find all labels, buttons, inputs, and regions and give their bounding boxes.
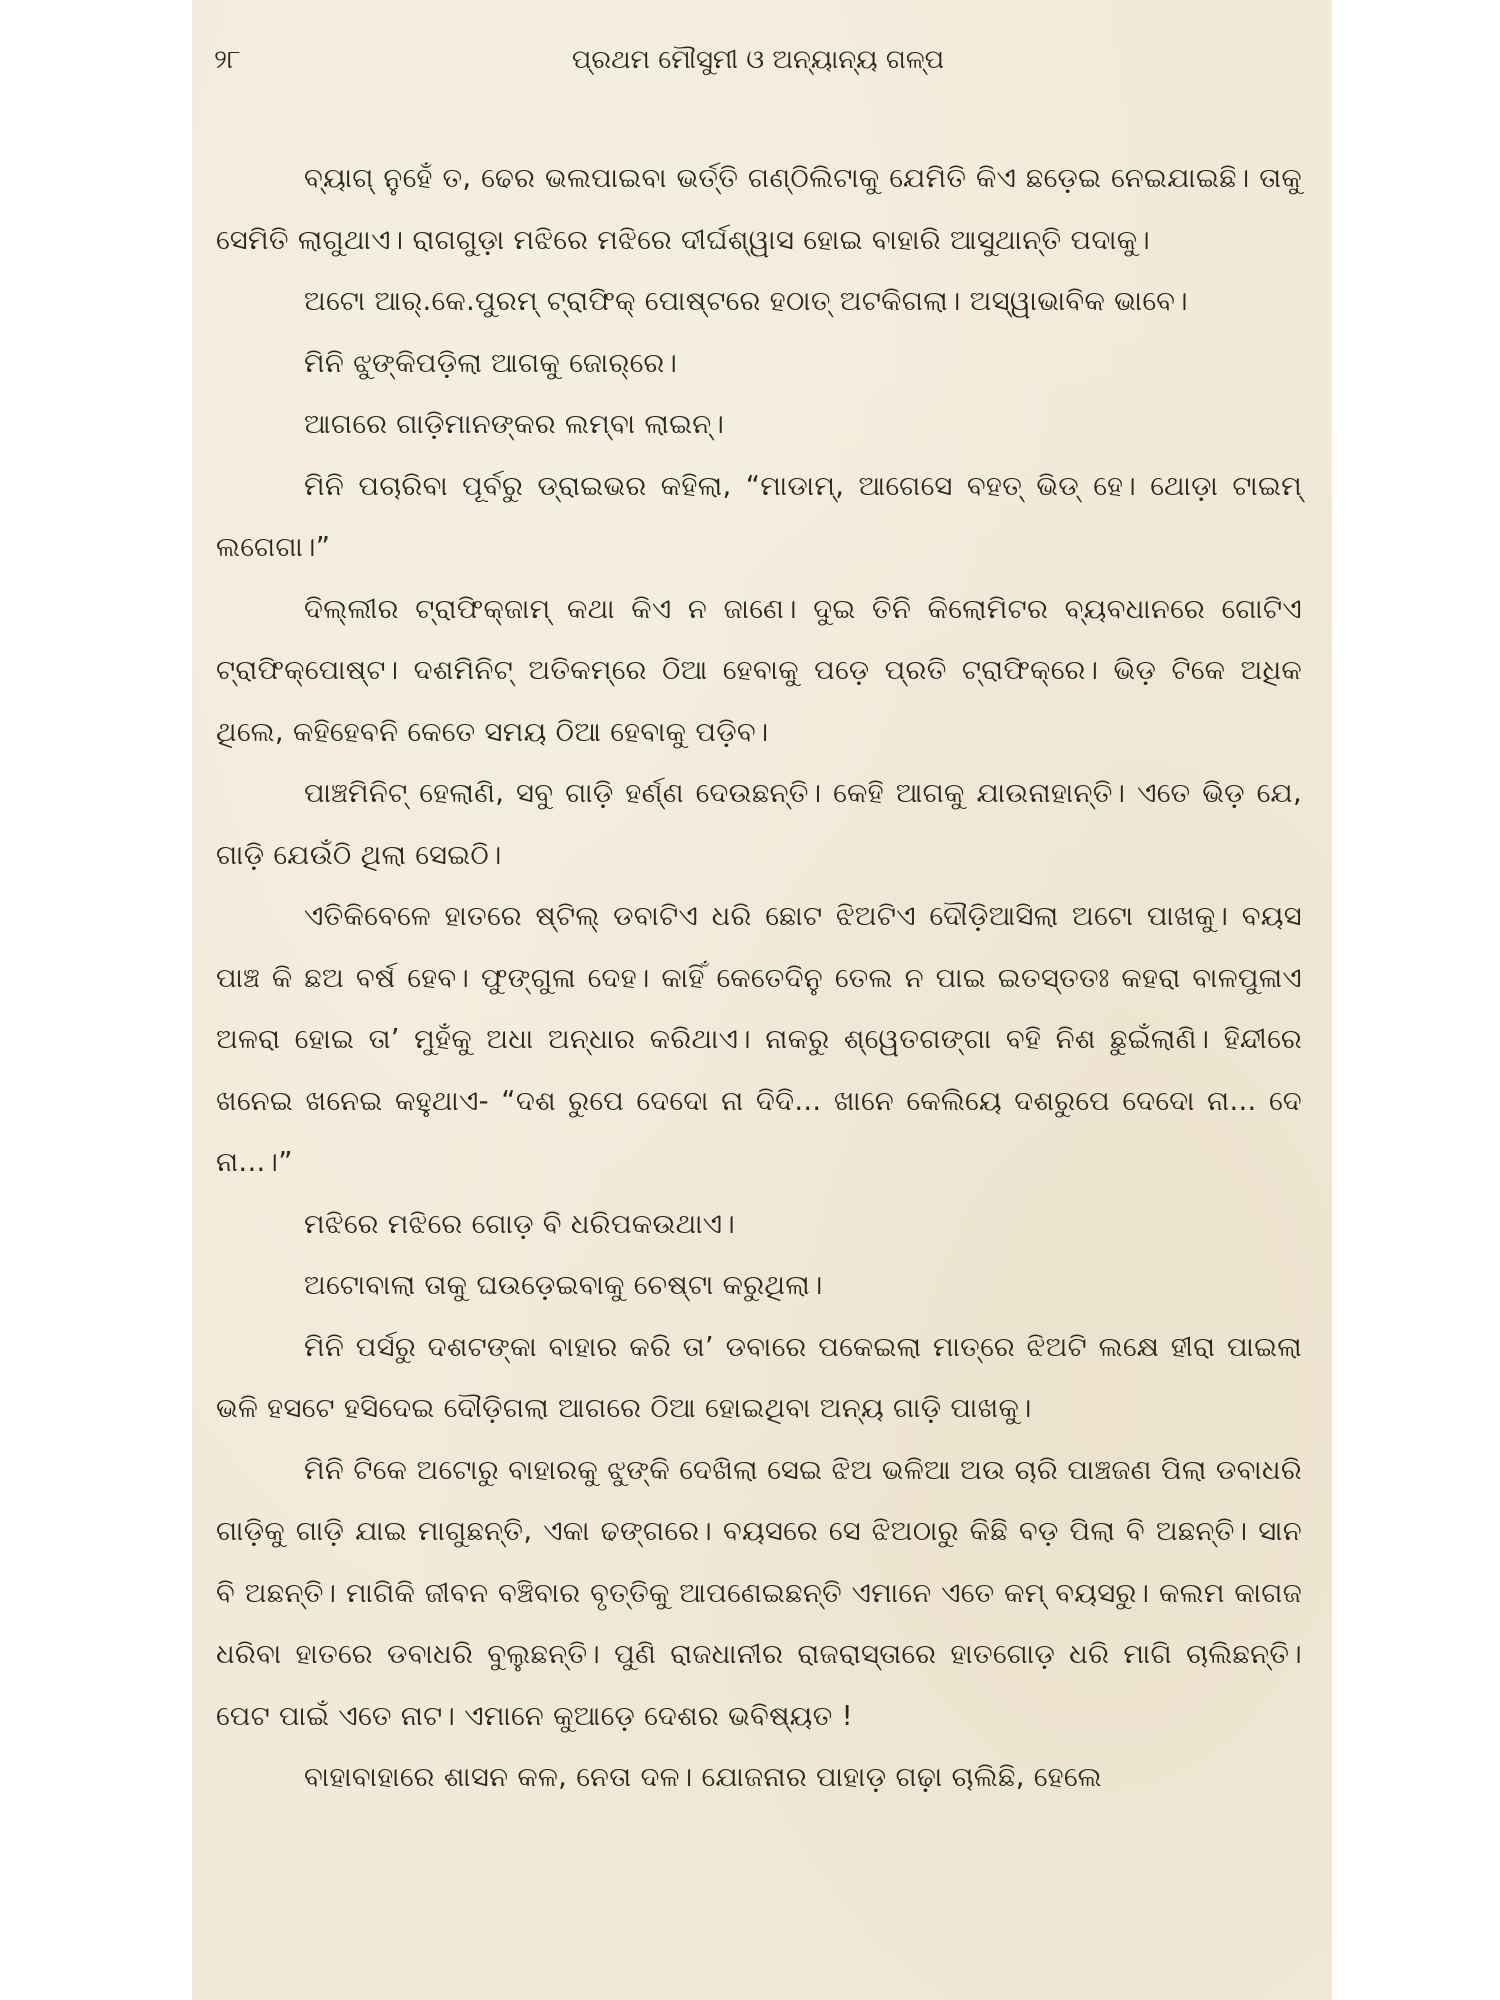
page-number: ୨୮ (214, 45, 241, 75)
paragraph: ଦିଲ୍ଲୀର ଟ୍ରାଫିକ୍‌ଜାମ୍ କଥା କିଏ ନ ଜାଣେ। ଦୁଇ ତିନି କିଲୋମିଟର ବ୍ୟବଧାନରେ ଗୋଟିଏ ଟ୍ରାଫିକ୍‌ପୋଷ୍ଟ। ଦଶମିନିଟ୍ ଅତିକମ୍‌ରେ ଠିଆ ହେବାକୁ ପଡ଼େ ପ୍ରତି ଟ୍ରାଫିକ୍‌ରେ। ଭିଡ଼ ଟିକେ ଅଧିକ ଥିଲେ, କହିହେବନି କେତେ ସମୟ ଠିଆ ହେବାକୁ ପଡ଼ିବ। (216, 592, 1302, 748)
running-header (214, 38, 1302, 82)
paragraph: ଏତିକିବେଳେ ହାତରେ ଷ୍ଟିଲ୍ ଡବାଟିଏ ଧରି ଛୋଟ ଝିଅଟିଏ ଦୌଡ଼ିଆସିଲା ଅଟୋ ପାଖକୁ। ବୟସ ପାଞ୍ଚ କି ଛଅ ବର୍ଷ ହେବ। ଫୁଙ୍ଗୁଳା ଦେହ। କାହିଁ କେତେଦିନୁ ତେଲ ନ ପାଇ ଇତସ୍ତତଃ କହରା ବାଳପୁଳାଏ ଅଳରା ହୋଇ ତା’ ମୁହଁକୁ ଅଧା ଅନ୍ଧାର କରିଥାଏ। ନାକରୁ ଶ୍ୱେତଗଙ୍ଗା ବହି ନିଶ ଛୁଇଁଲାଣି। ହିନ୍ଦୀରେ ଖନେଇ ଖନେଇ କହୁଥାଏ- “ଦଶ ରୁପେ ଦେଦୋ ନା ଦିଦି... ଖାନେ କେଲିୟେ ଦଶରୁପେ ଦେଦୋ ନା... ଦେ ନା...।” (216, 900, 1302, 1178)
paragraph: ଅଟୋ ଆର୍.କେ.ପୁରମ୍ ଟ୍ରାଫିକ୍ ପୋଷ୍ଟରେ ହଠାତ୍ ଅଟକିଗଲା। ଅସ୍ୱାଭାବିକ ଭାବେ। (304, 285, 1188, 317)
paragraph: ମିନି ଟିକେ ଅଟୋରୁ ବାହାରକୁ ଝୁଙ୍କି ଦେଖିଲା ସେଇ ଝିଅ ଭଳିଆ ଅଉ ଚାରି ପାଞ୍ଚଜଣ ପିଲା ଡବାଧରି ଗାଡ଼ିକୁ ଗାଡ଼ି ଯାଇ ମାଗୁଛନ୍ତି, ଏକା ଢଙ୍ଗରେ। ବୟସରେ ସେ ଝିଅଠାରୁ କିଛି ବଡ଼ ପିଲା ବି ଅଛନ୍ତି। ସାନ ବି ଅଛନ୍ତି। ମାଗିକି ଜୀବନ ବଞ୍ଚିବାର ବୃତ୍ତିକୁ ଆପଣେଇଛନ୍ତି ଏମାନେ ଏତେ କମ୍ ବୟସରୁ। କଲମ କାଗଜ ଧରିବା ହାତରେ ଡବାଧରି ବୁଲୁଛନ୍ତି। ପୁଣି ରାଜଧାନୀର ରାଜରାସ୍ତାରେ ହାତଗୋଡ଼ ଧରି ମାଗି ଚାଲିଛନ୍ତି। ପେଟ ପାଇଁ ଏତେ ନାଟ। ଏମାନେ କୁଆଡ଼େ ଦେଶର ଭବିଷ୍ୟତ ! (216, 1453, 1302, 1732)
paragraph: ମିନି ପଚାରିବା ପୂର୍ବରୁ ଡ୍ରାଇଭର କହିଲା, “ମାଡାମ୍, ଆଗେସେ ବହତ୍ ଭିଡ୍ ହେ। ଥୋଡ଼ା ଟାଇମ୍ ଲଗେଗା।” (216, 469, 1302, 563)
body-text (216, 148, 1302, 1809)
paragraph: ଅଟୋବାଲା ତାକୁ ଘଉଡ଼େଇବାକୁ ଚେଷ୍ଟା କରୁଥିଲା। (304, 1269, 823, 1301)
book-page (192, 0, 1332, 2000)
paragraph: ମିନି ଝୁଙ୍କିପଡ଼ିଲା ଆଗକୁ ଜୋର୍‌ରେ। (304, 346, 678, 379)
book-title: ପ୍ରଥମ ମୌସୁମୀ ଓ ଅନ୍ୟାନ୍ୟ ଗଳ୍ପ (571, 45, 945, 75)
paragraph: ମଝିରେ ମଝିରେ ଗୋଡ଼ ବି ଧରିପକଉଥାଏ। (304, 1207, 736, 1240)
paragraph: ବ୍ୟାଗ୍ ନୁହେଁ ତ, ଢେର ଭଲପାଇବା ଭର୍ତ୍ତି ଗଣ୍ଠିଲିଟାକୁ ଯେମିତି କିଏ ଛଡ଼େଇ ନେଇଯାଇଛି। ତାକୁ ସେମିତି ଲାଗୁଥାଏ। ରାଗଗୁଡ଼ା ମଝିରେ ମଝିରେ ଦୀର୍ଘଶ୍ୱାସ ହୋଇ ବାହାରି ଆସୁଥାନ୍ତି ପଦାକୁ। (216, 162, 1302, 256)
paragraph: ଆଗରେ ଗାଡ଼ିମାନଙ୍କର ଲମ୍ବା ଲାଇନ୍। (304, 408, 725, 440)
paragraph: ବାହାବାହାରେ ଶାସନ କଳ, ନେତା ଦଳ। ଯୋଜନାର ପାହାଡ଼ ଗଢ଼ା ଚାଲିଛି, ହେଲେ (304, 1761, 1102, 1793)
paragraph: ପାଞ୍ଚମିନିଟ୍ ହେଲାଣି, ସବୁ ଗାଡ଼ି ହର୍ଣ୍ଣ ଦେଉଛନ୍ତି। କେହି ଆଗକୁ ଯାଉନାହାନ୍ତି। ଏତେ ଭିଡ଼ ଯେ, ଗାଡ଼ି ଯେଉଁଠି ଥିଲା ସେଇଠି। (216, 777, 1302, 871)
paragraph: ମିନି ପର୍ସରୁ ଦଶଟଙ୍କା ବାହାର କରି ତା’ ଡବାରେ ପକେଇଲା ମାତ୍ରେ ଝିଅଟି ଲକ୍ଷେ ହୀରା ପାଇଲା ଭଳି ହସଟେ ହସିଦେଇ ଦୌଡ଼ିଗଲା ଆଗରେ ଠିଆ ହୋଇଥିବା ଅନ୍ୟ ଗାଡ଼ି ପାଖକୁ। (216, 1330, 1302, 1424)
